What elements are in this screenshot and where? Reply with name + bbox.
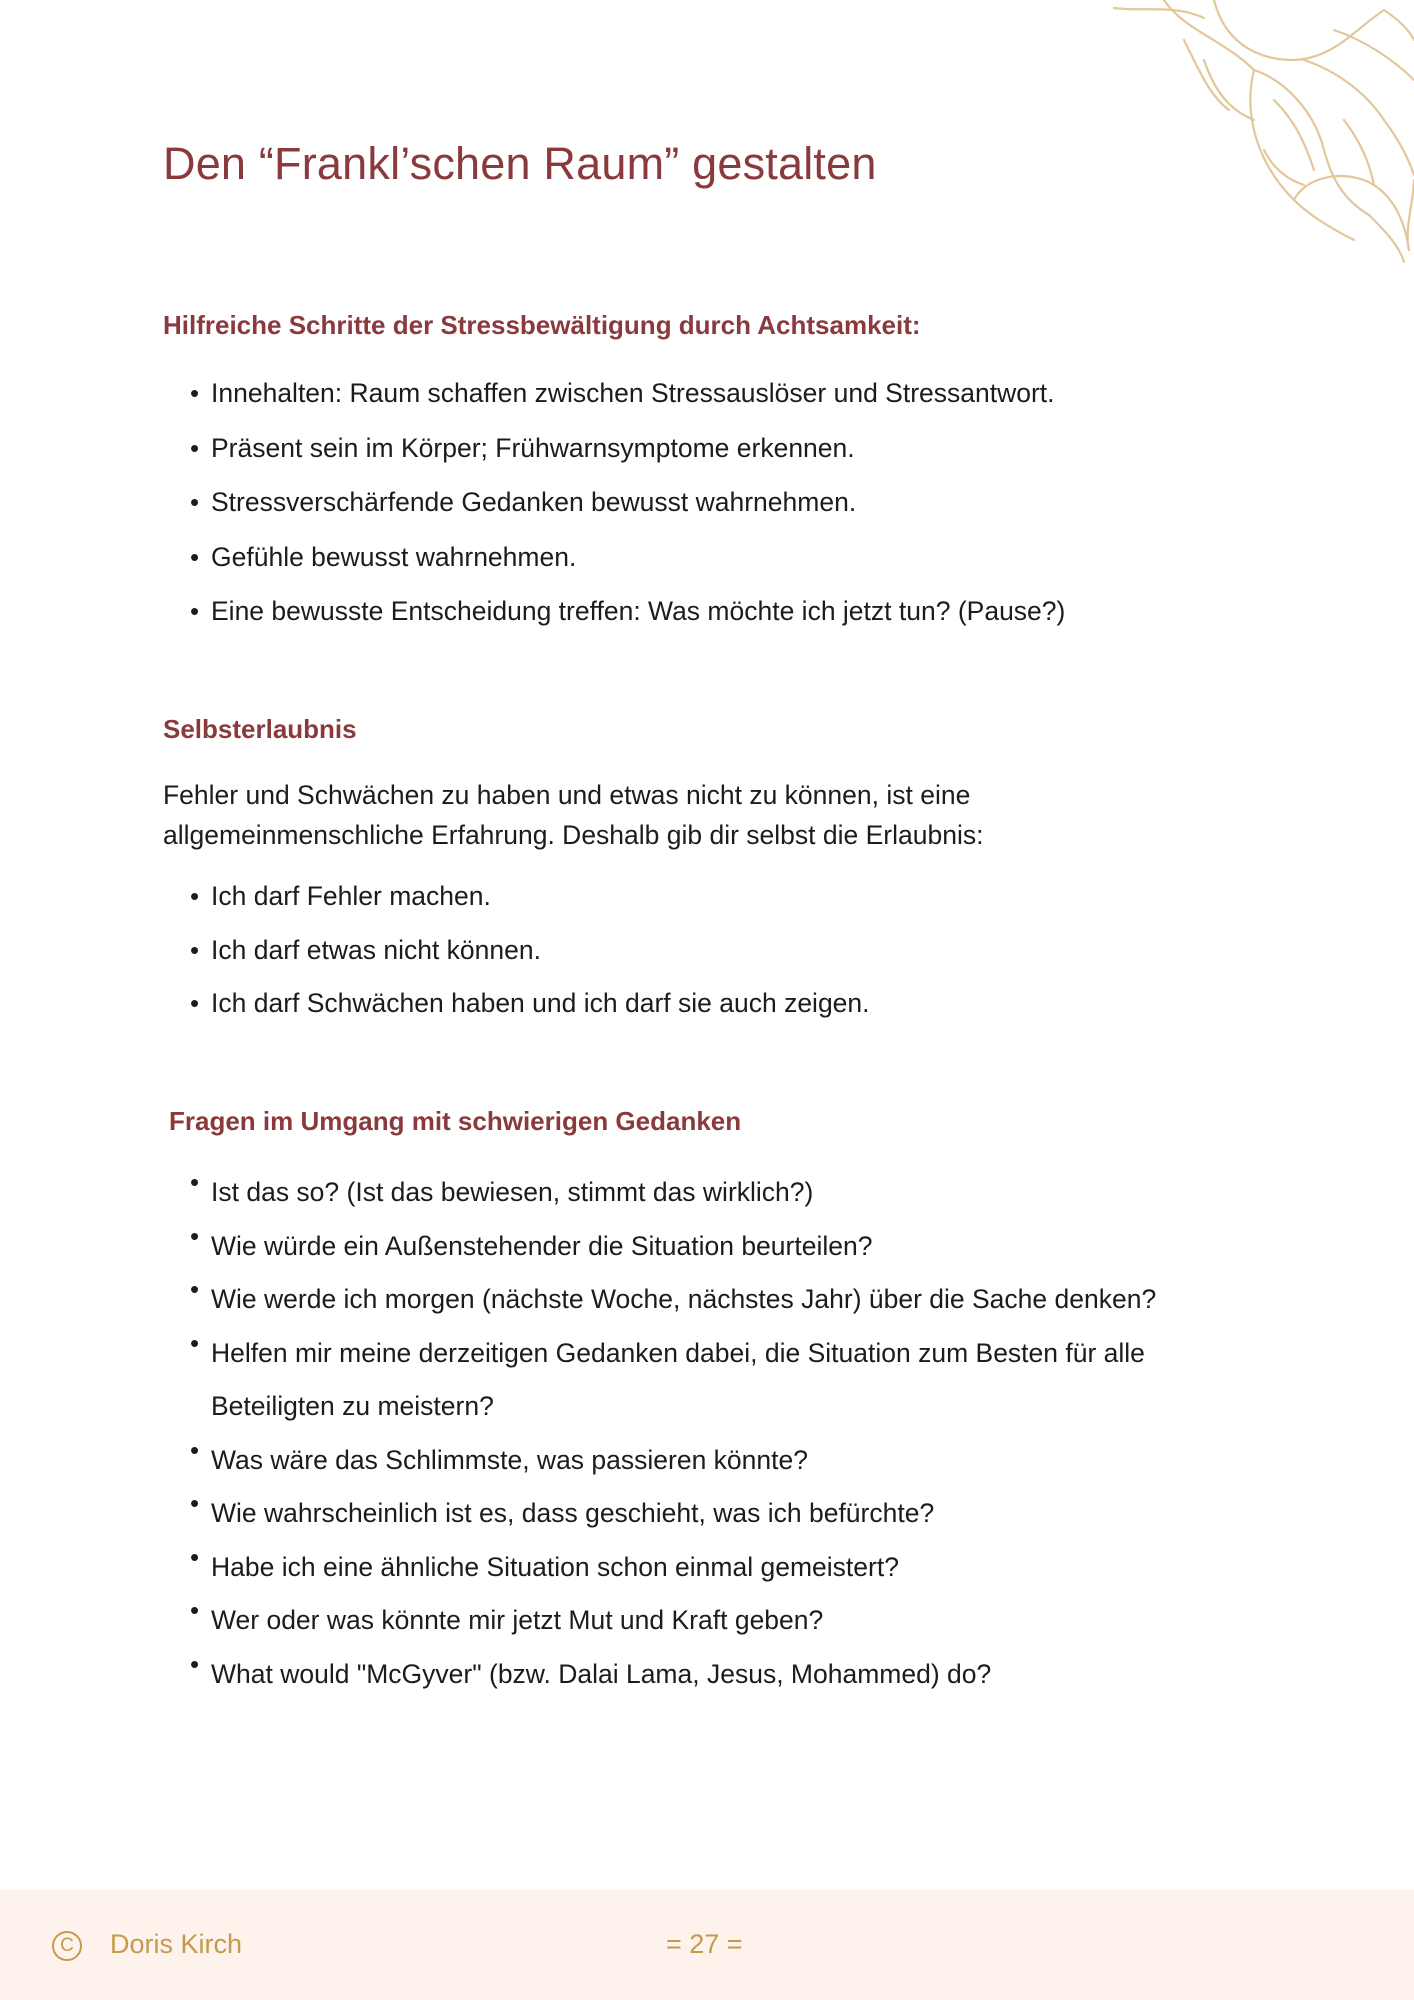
list-item: • Ich darf etwas nicht können. — [190, 934, 541, 965]
copyright-icon: C — [52, 1931, 82, 1961]
list-item-continuation: Beteiligten zu meistern? — [211, 1391, 494, 1421]
steps-list — [0, 376, 1065, 649]
list-item: • Ist das so? (Ist das bewiesen, stimmt das wirklich?) — [190, 1167, 814, 1207]
list-item: • Helfen mir meine derzeitigen Gedanken dabei, die Situation zum Besten für alle — [190, 1327, 1145, 1368]
list-item: • Präsent sein im Körper; Frühwarnsymptome erkennen. — [190, 432, 855, 463]
list-item: • Ich darf Fehler machen. — [190, 881, 491, 911]
permission-list — [0, 879, 870, 1040]
intro-paragraph: Fehler und Schwächen zu haben und etwas nicht zu können, ist eine allgemeinmenschliche Erfahrung. Deshalb gib dir selbst die Erlaubnis: — [163, 780, 984, 850]
section-heading-steps: Hilfreiche Schritte der Stressbewältigung durch Achtsamkeit: — [163, 310, 921, 340]
list-item: • Ich darf Schwächen haben und ich darf sie auch zeigen. — [190, 988, 870, 1018]
page-number: = 27 = — [666, 1929, 743, 1959]
list-item: • Stressverschärfende Gedanken bewusst wahrnehmen. — [190, 487, 857, 517]
flower-decoration-icon — [1104, 0, 1414, 270]
footer-author: Doris Kirch — [110, 1929, 243, 1959]
list-item: • Innehalten: Raum schaffen zwischen Stressauslöser und Stressantwort. — [190, 378, 1055, 408]
list-item: • Habe ich eine ähnliche Situation schon einmal gemeistert? — [190, 1541, 899, 1582]
list-item: • Was wäre das Schlimmste, was passieren könnte? — [190, 1434, 808, 1475]
list-item: • Gefühle bewusst wahrnehmen. — [190, 541, 577, 572]
page-title: Den “Frankl’schen Raum” gestalten — [163, 138, 877, 189]
questions-list — [0, 1166, 1156, 1701]
list-item: • What would "McGyver" (bzw. Dalai Lama, Jesus, Mohammed) do? — [190, 1648, 992, 1689]
list-item: • Wer oder was könnte mir jetzt Mut und Kraft geben? — [190, 1595, 824, 1635]
list-item: • Wie wahrscheinlich ist es, dass geschieht, was ich befürchte? — [190, 1488, 935, 1528]
list-item: • Eine bewusste Entscheidung treffen: Was möchte ich jetzt tun? (Pause?) — [190, 596, 1066, 626]
section-heading-selbsterlaubnis: Selbsterlaubnis — [163, 714, 357, 744]
section-heading-questions: Fragen im Umgang mit schwierigen Gedanken — [169, 1106, 742, 1136]
list-item: • Wie werde ich morgen (nächste Woche, nächstes Jahr) über die Sache denken? — [190, 1274, 1157, 1314]
list-item: • Wie würde ein Außenstehender die Situation beurteilen? — [190, 1220, 873, 1261]
